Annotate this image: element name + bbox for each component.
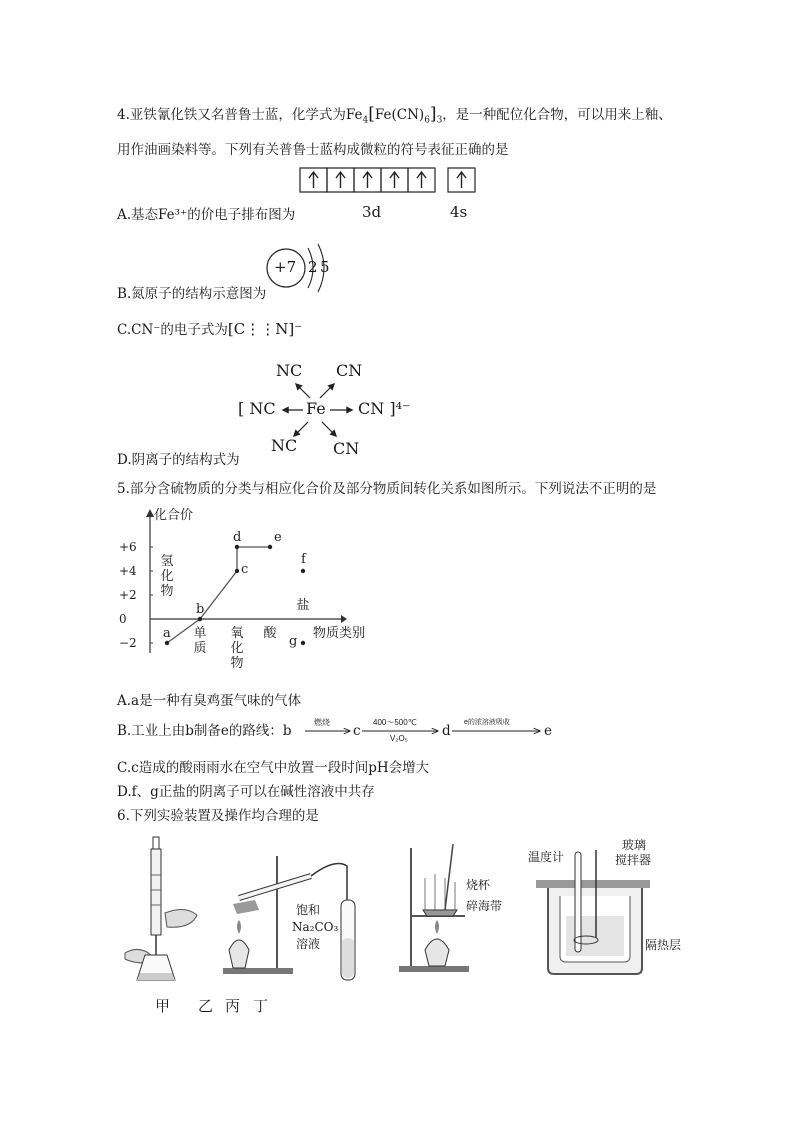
ligand-nc-top: NC xyxy=(276,361,303,380)
ding-label-stirrer: 搅拌器 xyxy=(615,853,652,867)
q4-option-a: A.基态Fe³⁺的价电子排布图为 xyxy=(117,207,296,223)
route-node-c: c xyxy=(353,723,361,739)
point-label-a: a xyxy=(163,626,171,641)
point-label-g: g xyxy=(289,634,298,649)
orbital-label-4s: 4s xyxy=(450,203,468,221)
ligand-nc-left: [ NC xyxy=(238,399,276,418)
q4-stem-a: 4.亚铁氰化铁又名普鲁士蓝，化学式为 xyxy=(117,107,346,123)
apparatus-jia xyxy=(115,835,210,985)
apparatus-name-ding: 丁 xyxy=(253,997,269,1015)
ligand-cn-bottom: CN xyxy=(333,439,360,458)
cn-electron-formula: [C⋮⋮N]⁻ xyxy=(227,320,303,338)
route-step-burn: 燃烧 xyxy=(314,718,330,727)
y-tick-label: +4 xyxy=(119,564,137,578)
apparatus-name-jia: 甲 xyxy=(155,997,171,1015)
route-node-e: e xyxy=(544,723,552,739)
x-category-hydride: 氢 xyxy=(160,554,174,569)
y-tick-label: 0 xyxy=(119,612,127,626)
q4-option-c: C.CN⁻的电子式为 xyxy=(117,322,228,338)
ligand-nc-bottom: NC xyxy=(271,436,298,455)
orbital-label-3d: 3d xyxy=(362,203,382,221)
point-label-c: c xyxy=(241,562,249,577)
atom-nucleus: +7 xyxy=(274,258,297,276)
ding-label-thermometer: 温度计 xyxy=(528,850,565,864)
x-category-oxide: 物 xyxy=(230,656,244,671)
route-node-d: d xyxy=(442,723,451,739)
q5-option-d: D.f、g正盐的阴离子可以在碱性溶液中共存 xyxy=(117,784,375,800)
yi-label-2: Na₂CO₃ xyxy=(292,920,339,934)
ligand-cn-right: CN ]⁴⁻ xyxy=(358,399,411,418)
yi-label-1: 饱和 xyxy=(296,903,321,917)
y-tick-label: +6 xyxy=(119,540,137,554)
q5-option-b-prefix: B.工业上由b制备e的路线：b xyxy=(117,723,292,739)
x-category-hydride: 物 xyxy=(160,584,174,599)
point-label-f: f xyxy=(301,552,306,567)
q5-stem: 5.部分含硫物质的分类与相应化合价及部分物质间转化关系如图所示。下列说法不正明的是 xyxy=(117,481,657,497)
q5-option-a: A.a是一种有臭鸡蛋气味的气体 xyxy=(117,693,302,709)
y-tick-label: −2 xyxy=(119,636,137,650)
x-category-element: 单 xyxy=(193,626,207,641)
apparatus-name-bing: 丙 xyxy=(225,997,241,1015)
q5-option-c: C.c造成的酸雨雨水在空气中放置一段时间pH会增大 xyxy=(117,760,430,776)
y-axis-label: 化合价 xyxy=(154,508,194,523)
ding-label-insulation: 隔热层 xyxy=(645,938,682,952)
x-axis-label: 物质类别 xyxy=(313,626,366,641)
x-category-oxide: 化 xyxy=(230,641,244,656)
bing-label-beaker: 烧杯 xyxy=(466,878,491,892)
point-label-d: d xyxy=(233,530,242,545)
x-category-element: 质 xyxy=(193,641,207,656)
q6-stem: 6.下列实验装置及操作均合理的是 xyxy=(117,808,319,824)
x-category-oxide: 氧 xyxy=(230,626,244,641)
q4-stem-b: ，是一种配位化合物，可以用来上釉、 xyxy=(442,107,672,123)
x-category-hydride: 化 xyxy=(160,569,174,584)
q4-stem-line2: 用作油画染料等。下列有关普鲁士蓝构成微粒的符号表征正确的是 xyxy=(117,142,509,158)
point-label-b: b xyxy=(196,602,205,617)
atom-shell-2: 5 xyxy=(320,258,330,276)
apparatus-name-yi: 乙 xyxy=(198,997,214,1015)
apparatus-yi xyxy=(215,838,375,988)
q4-option-b: B.氮原子的结构示意图为 xyxy=(117,286,267,302)
ding-label-glass: 玻璃 xyxy=(622,838,647,852)
bing-label-seaweed: 碎海带 xyxy=(466,899,503,913)
x-category-acid: 酸 xyxy=(263,626,277,641)
y-tick-label: +2 xyxy=(119,588,137,602)
yi-label-3: 溶液 xyxy=(296,937,321,951)
point-label-e: e xyxy=(274,530,282,545)
ligand-cn-top: CN xyxy=(336,361,363,380)
route-step-catalyst: V₂O₅ xyxy=(390,734,408,743)
route-step-temp: 400～500℃ xyxy=(373,718,417,727)
prussian-blue-formula: $Fe_4[Fe(CN)_6]_3$ xyxy=(345,104,443,126)
route-step-absorb: e的浓溶液吸收 xyxy=(464,719,510,726)
fe-center: Fe xyxy=(306,399,326,418)
q4-option-d: D.阴离子的结构式为 xyxy=(117,452,240,468)
atom-shell-1: 2 xyxy=(308,258,318,276)
x-category-salt: 盐 xyxy=(296,598,310,613)
